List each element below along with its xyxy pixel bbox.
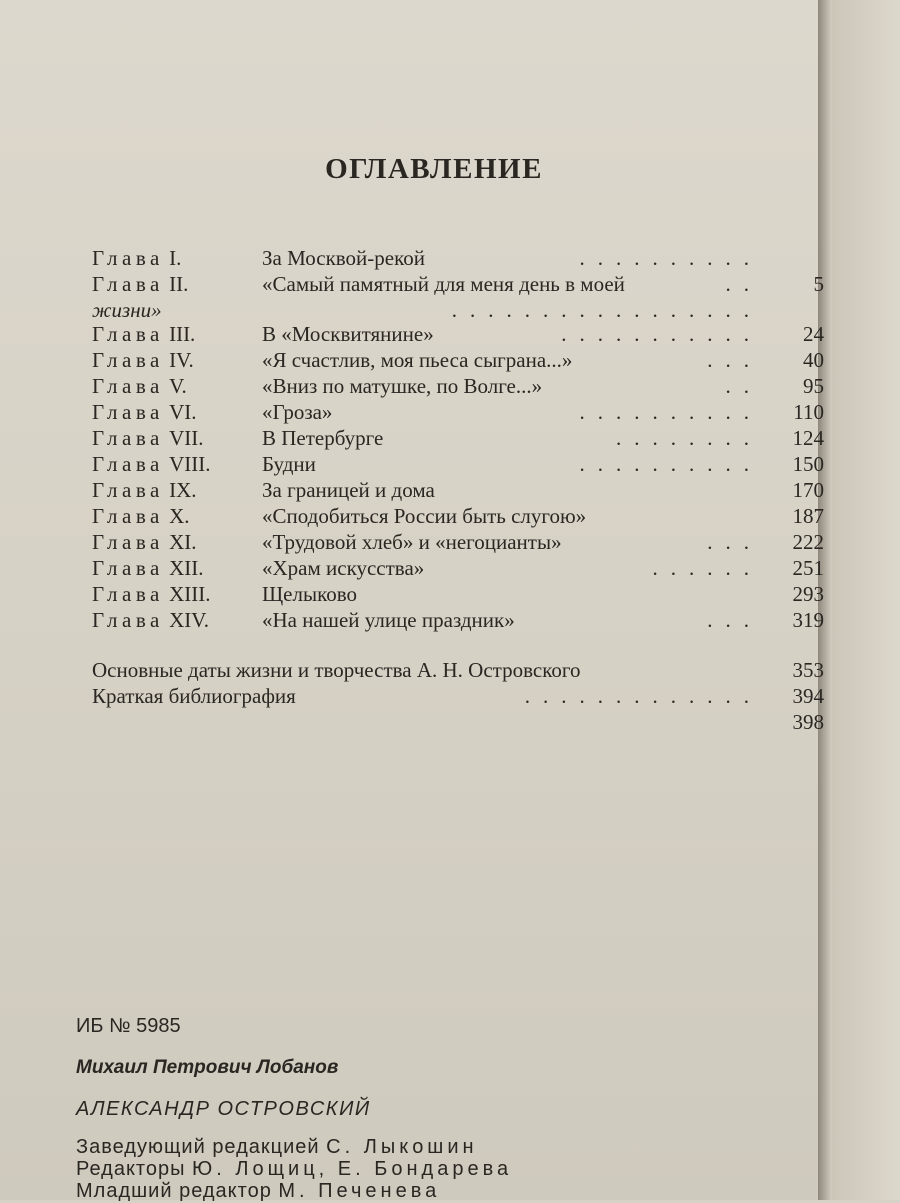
chapter-number: XII.	[169, 556, 204, 580]
page-number: 222	[792, 530, 824, 554]
leader-dots: .............	[524, 684, 762, 708]
page-number: 398	[792, 710, 824, 734]
chapter-label	[92, 322, 195, 347]
toc-entry	[92, 478, 824, 504]
chapter-title: Будни	[262, 452, 316, 476]
page-number: 251	[792, 556, 824, 580]
chapter-label	[92, 400, 197, 425]
chapter-title: В «Москвитянине»	[262, 322, 434, 346]
toc-title: ОГЛАВЛЕНИЕ	[325, 153, 543, 185]
ib-number: ИБ № 5985	[76, 1015, 181, 1037]
chapter-word: Глава	[92, 246, 164, 270]
chapter-label	[92, 272, 188, 297]
chapter-word: Глава	[92, 582, 164, 606]
credit-name: С. Лыкошин	[326, 1136, 478, 1158]
chapter-label	[92, 556, 203, 581]
page-number: 293	[792, 582, 824, 606]
credit-name: Ю. Лощиц, Е. Бондарева	[192, 1158, 513, 1180]
page-number: 40	[803, 348, 824, 372]
credit-role: Заведующий редакцией	[76, 1136, 320, 1158]
credit-name: М. Печенева	[278, 1180, 441, 1202]
chapter-word: Глава	[92, 478, 164, 502]
chapter-label	[92, 246, 181, 271]
chapter-number: VIII.	[169, 452, 211, 476]
appendix-title: Основные даты жизни и творчества А. Н. Островского	[92, 658, 581, 682]
leader-dots: ..........	[579, 400, 762, 424]
chapter-word: Глава	[92, 452, 164, 476]
credit-role: Редакторы	[76, 1158, 186, 1180]
toc-entry	[92, 556, 824, 582]
chapter-word: Глава	[92, 608, 164, 632]
page-number: 170	[792, 478, 824, 502]
chapter-number: III.	[169, 322, 196, 346]
leader-dots: ...	[707, 530, 762, 554]
chapter-label	[92, 582, 210, 607]
chapter-label	[92, 608, 209, 633]
chapter-title: «Самый памятный для меня день в моей	[262, 272, 625, 296]
chapter-label	[92, 504, 190, 529]
book-title: АЛЕКСАНДР ОСТРОВСКИЙ	[76, 1098, 371, 1120]
chapter-number: IX.	[169, 478, 197, 502]
chapter-word: Глава	[92, 426, 164, 450]
chapter-title: «Сподобиться России быть слугою»	[262, 504, 587, 528]
toc-entry	[92, 246, 824, 272]
leader-dots: ..........	[579, 452, 762, 476]
chapter-word: Глава	[92, 272, 164, 296]
toc-entry	[92, 272, 824, 298]
chapter-word: Глава	[92, 400, 164, 424]
leader-dots: ......	[652, 556, 762, 580]
chapter-title: За границей и дома	[262, 478, 435, 502]
appendix-entry	[92, 684, 824, 710]
chapter-title: «На нашей улице праздник»	[262, 608, 515, 632]
toc-entry	[92, 530, 824, 556]
chapter-title: За Москвой-рекой	[262, 246, 425, 270]
page-number: 110	[793, 400, 824, 424]
chapter-title: «Трудовой хлеб» и «негоцианты»	[262, 530, 562, 554]
toc-entry	[92, 504, 824, 530]
toc-entry	[92, 322, 824, 348]
chapter-word: Глава	[92, 348, 164, 372]
toc-entry	[92, 426, 824, 452]
chapter-label	[92, 348, 194, 373]
chapter-word: Глава	[92, 322, 164, 346]
toc-entry-continuation	[92, 298, 824, 324]
chapter-number: VII.	[169, 426, 204, 450]
chapter-label	[92, 452, 210, 477]
chapter-title-continuation: жизни»	[92, 298, 162, 322]
chapter-label	[92, 478, 197, 503]
chapter-number: X.	[169, 504, 190, 528]
page-number: 150	[792, 452, 824, 476]
chapter-title: «Я счастлив, моя пьеса сыграна...»	[262, 348, 573, 372]
chapter-number: XI.	[169, 530, 197, 554]
chapter-number: VI.	[169, 400, 197, 424]
toc-entry	[92, 374, 824, 400]
chapter-label	[92, 374, 187, 399]
chapter-label	[92, 426, 203, 451]
chapter-number: II.	[169, 272, 189, 296]
page-number: 24	[803, 322, 824, 346]
chapter-word: Глава	[92, 556, 164, 580]
chapter-number: I.	[169, 246, 182, 270]
leader-dots: ..	[725, 272, 762, 296]
chapter-title: «Гроза»	[262, 400, 333, 424]
chapter-number: V.	[169, 374, 187, 398]
chapter-word: Глава	[92, 504, 164, 528]
page-number: 95	[803, 374, 824, 398]
chapter-title: «Вниз по матушке, по Волге...»	[262, 374, 543, 398]
chapter-word: Глава	[92, 374, 164, 398]
credit-line	[76, 1136, 478, 1159]
page-number: 353	[792, 658, 824, 682]
appendix-title: Краткая библиография	[92, 684, 296, 708]
chapter-number: XIII.	[169, 582, 211, 606]
credit-line	[76, 1158, 512, 1181]
page-number: 319	[792, 608, 824, 632]
leader-dots: ...	[707, 608, 762, 632]
toc-entry	[92, 582, 824, 608]
toc-entry	[92, 348, 824, 374]
leader-dots: ..........	[579, 246, 762, 270]
toc-entry	[92, 608, 824, 634]
toc-entry	[92, 452, 824, 478]
page-number: 124	[792, 426, 824, 450]
chapter-number: XIV.	[169, 608, 209, 632]
page-number: 5	[813, 272, 824, 296]
chapter-label	[92, 530, 197, 555]
toc-entry	[92, 400, 824, 426]
chapter-number: IV.	[169, 348, 194, 372]
chapter-title: «Храм искусства»	[262, 556, 425, 580]
chapter-title: Щелыково	[262, 582, 358, 606]
leader-dots: ..	[725, 374, 762, 398]
page-number: 187	[792, 504, 824, 528]
author-name: Михаил Петрович Лобанов	[76, 1057, 339, 1078]
trailing-page-entry	[92, 710, 824, 736]
leader-dots: ...	[707, 348, 762, 372]
page-number: 394	[792, 684, 824, 708]
chapter-word: Глава	[92, 530, 164, 554]
appendix-entry	[92, 658, 824, 684]
credit-role: Младший редактор	[76, 1180, 272, 1202]
leader-dots: ...........	[561, 322, 762, 346]
chapter-title: В Петербурге	[262, 426, 384, 450]
leader-dots: ........	[616, 426, 762, 450]
leader-dots: .................	[451, 298, 762, 322]
